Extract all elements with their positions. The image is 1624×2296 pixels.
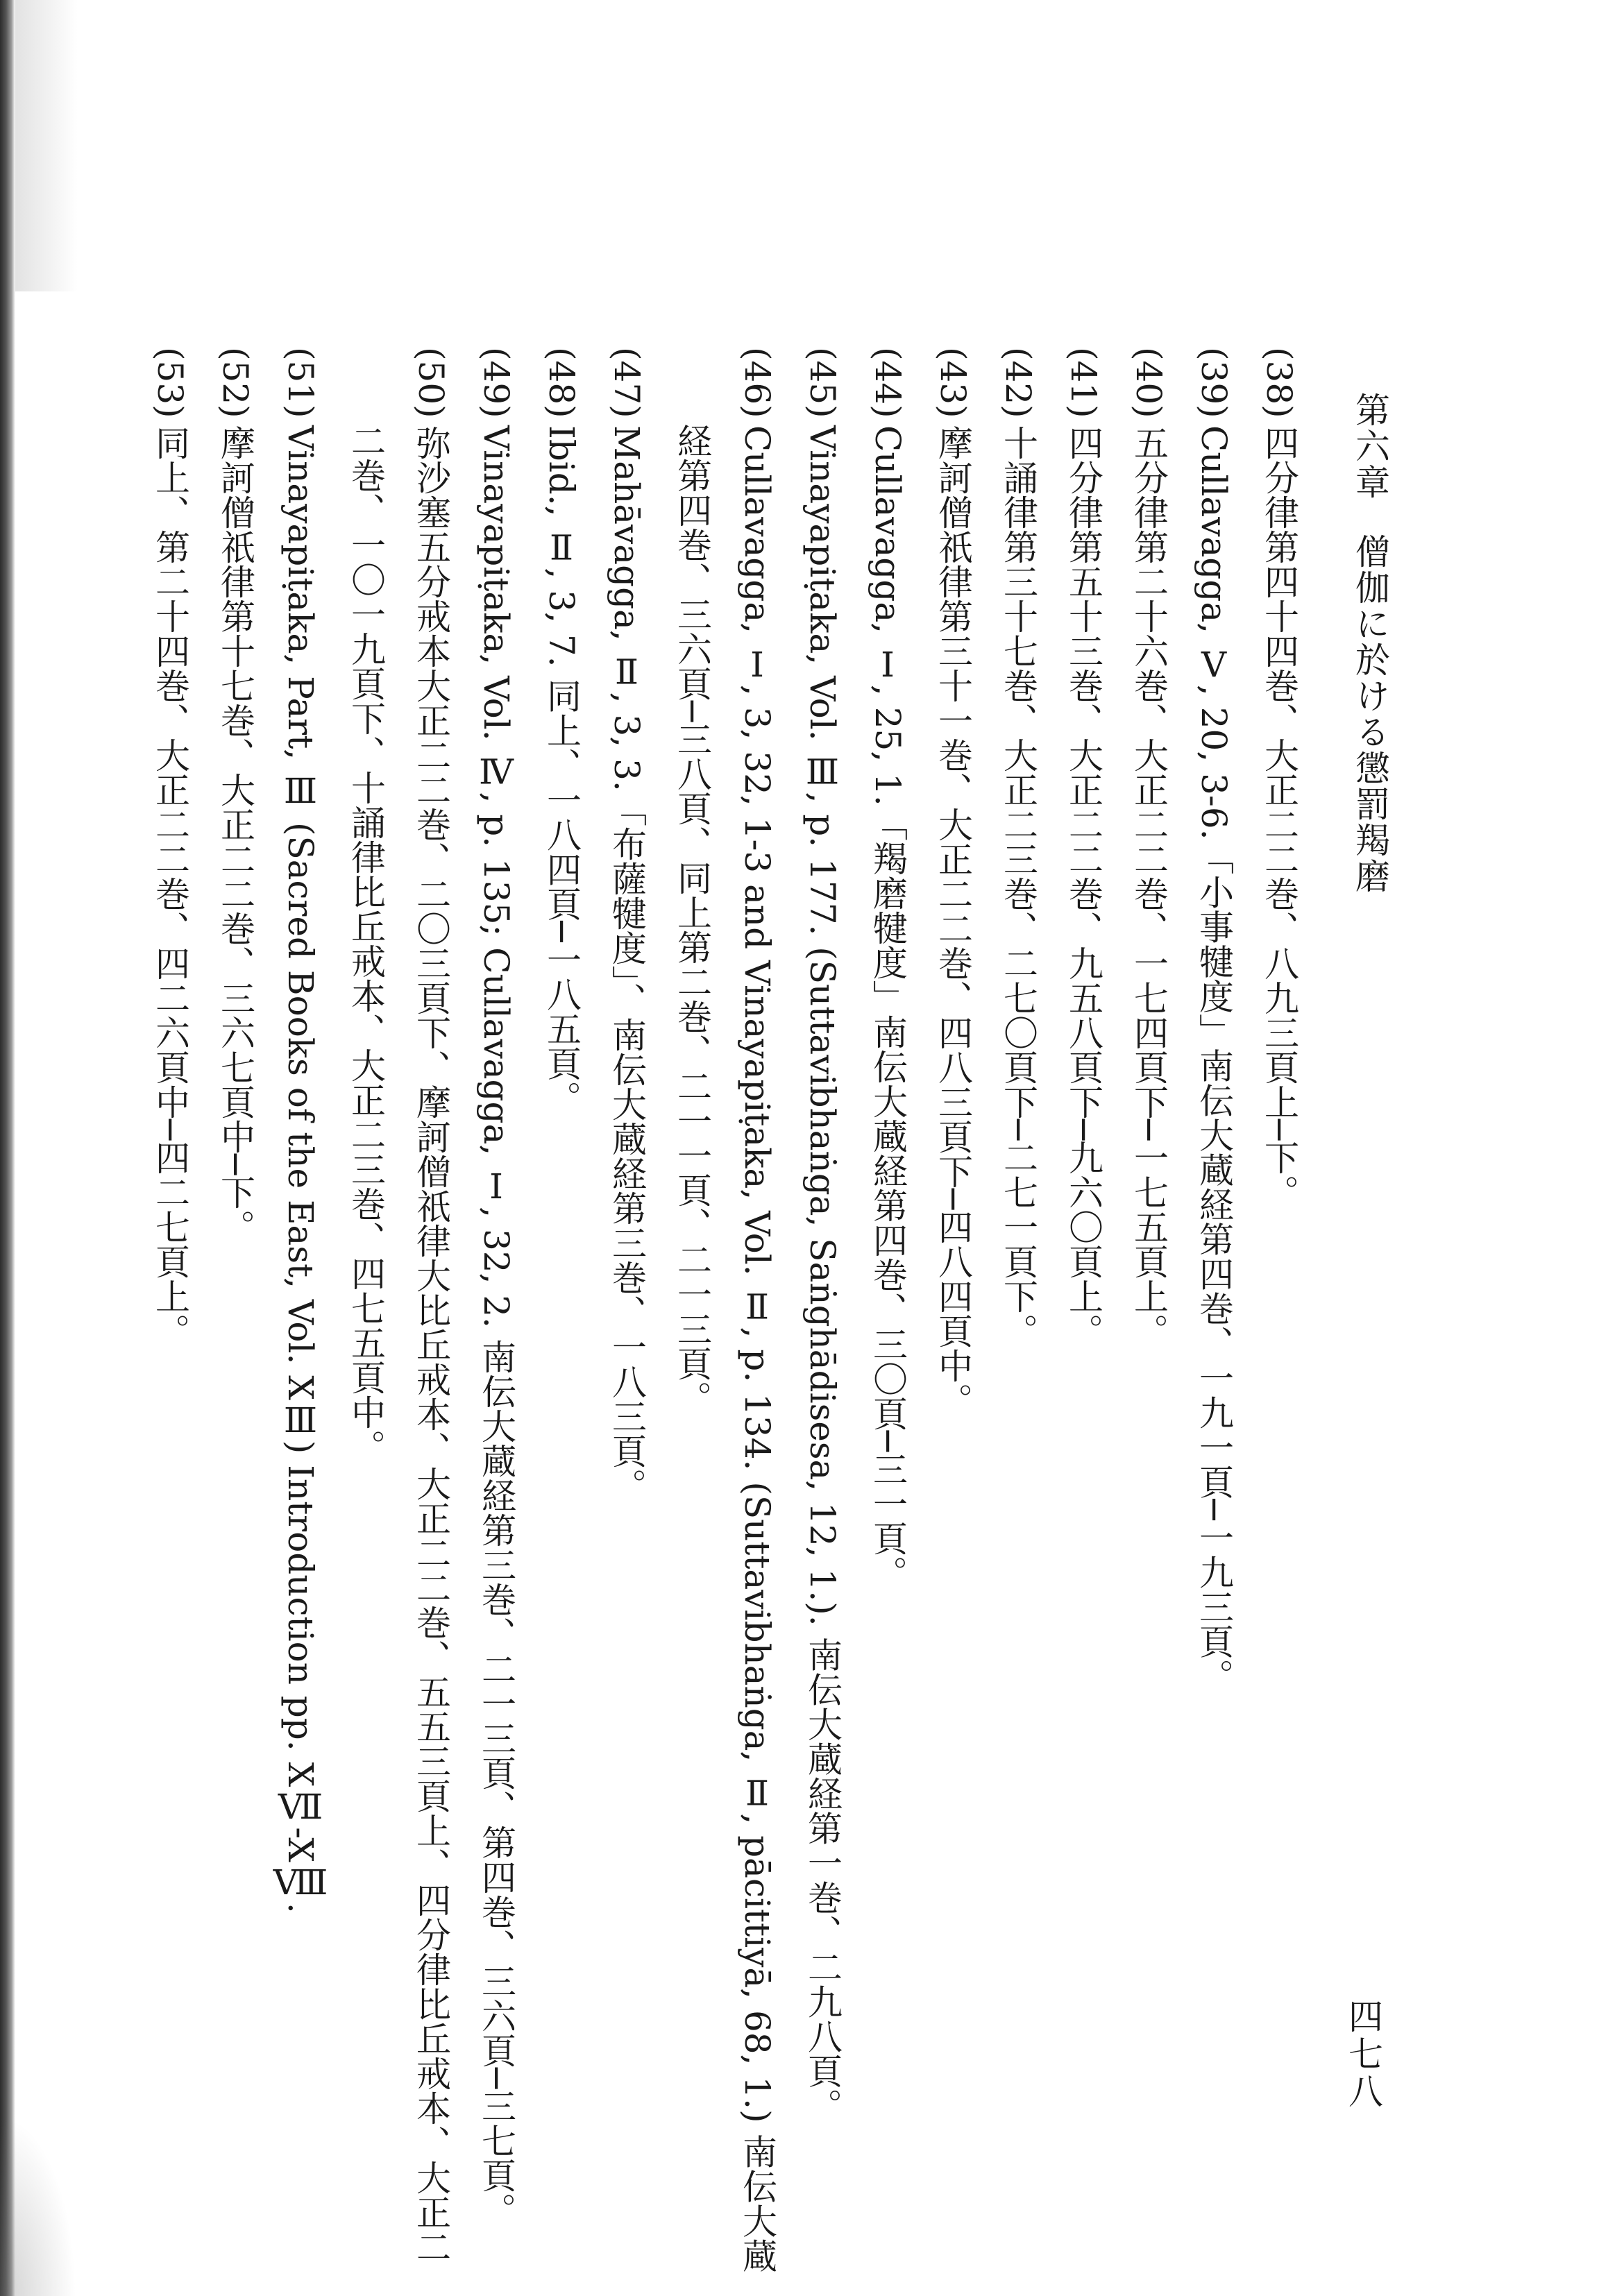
note-number: (51)	[280, 347, 321, 418]
note-46	[725, 347, 790, 2273]
note-50	[398, 347, 464, 2262]
note-text: Cullavagga, Ⅴ, 20, 3-6.「小事犍度」南伝大蔵経第四巻、一九一頁─一九三頁。	[1194, 425, 1234, 1694]
note-text: 二巻、一〇一九頁下、十誦律比丘戒本、大正二三巻、四七五頁中。	[346, 423, 386, 1464]
note-text: Mahāvagga, Ⅱ, 3, 3.「布薩犍度」、南伝大蔵経第三巻、一八三頁。	[607, 425, 647, 1503]
note-number: (52)	[215, 347, 255, 418]
note-40	[1116, 347, 1181, 2262]
note-47	[594, 347, 659, 2262]
note-number: (40)	[1128, 347, 1169, 418]
note-text: 弥沙塞五分戒本大正二二巻、二〇三頁下、摩訶僧祇律大比丘戒本、大正二二巻、五五三頁上、四分律比丘戒本、大正二	[411, 425, 451, 2264]
note-46-continued	[659, 347, 725, 2262]
note-text: 経第四巻、三六頁─三八頁、同上第二巻、二一一頁、二一三頁。	[672, 423, 712, 1416]
note-number: (46)	[737, 347, 777, 418]
note-number: (43)	[933, 347, 973, 418]
notes-list	[137, 347, 1312, 2273]
note-50-continued	[333, 347, 398, 2262]
note-text: 五分律第二十六巻、大正二二巻、一七四頁下─一七五頁上。	[1128, 425, 1169, 1348]
note-text: Ibid., Ⅱ, 3, 7. 同上、一八四頁─一八五頁。	[541, 425, 582, 1116]
note-text: 四分律第四十四巻、大正二二巻、八九三頁上─下。	[1259, 425, 1299, 1209]
chapter-title: 僧伽に於ける懲罰羯磨	[1350, 534, 1390, 894]
note-number: (41)	[1063, 347, 1103, 418]
note-43	[920, 347, 986, 2262]
note-text: 同上、第二十四巻、大正二二巻、四二六頁中─四二七頁上。	[150, 425, 190, 1348]
note-text: Vinayapiṭaka, Vol. Ⅳ, p. 135; Cullavagga, Ⅰ, 32, 2. 南伝大蔵経第三巻、二一三頁、第四巻、三六頁─三七頁。	[476, 425, 516, 2227]
note-number: (47)	[607, 347, 647, 418]
note-number: (45)	[802, 347, 843, 418]
note-text: 摩訶僧祇律第十七巻、大正二二巻、三六七頁中─下。	[215, 425, 255, 1244]
note-44	[855, 347, 920, 2262]
chapter-number: 第六章	[1350, 392, 1390, 500]
note-text: Vinayapiṭaka, Part, Ⅲ (Sacred Books of the East, Vol. XⅢ) Introduction pp. XⅦ-XⅧ.	[280, 425, 321, 1914]
note-52	[203, 347, 268, 2262]
note-38	[1246, 347, 1312, 2262]
note-41	[1051, 347, 1116, 2262]
note-text: 摩訶僧祇律第三十一巻、大正二二巻、四八三頁下─四八四頁中。	[933, 425, 973, 1418]
note-48	[529, 347, 594, 2262]
note-number: (49)	[476, 347, 516, 418]
note-number: (39)	[1194, 347, 1234, 418]
note-text: Vinayapiṭaka, Vol. Ⅲ, p. 177. (Suttavibhaṅga, Saṅghādisesa, 12, 1.). 南伝大蔵経第一巻、二九八頁。	[802, 425, 843, 2123]
page-number: 四七八	[1343, 1998, 1383, 2111]
note-number: (53)	[150, 347, 190, 418]
note-number: (44)	[868, 347, 908, 418]
note-42	[986, 347, 1051, 2262]
note-text: 十誦律第三十七巻、大正二三巻、二七〇頁下─二七一頁下。	[998, 425, 1038, 1348]
note-39	[1181, 347, 1246, 2262]
note-45	[790, 347, 855, 2262]
scan-edge-shadow	[0, 0, 15, 2296]
scan-corner-shading	[0, 2116, 76, 2296]
note-49	[464, 347, 529, 2262]
note-53	[137, 347, 203, 2262]
note-51	[268, 347, 333, 2262]
note-text: Cullavagga, Ⅰ, 25, 1.「羯磨犍度」南伝大蔵経第四巻、三〇頁─三一頁。	[868, 425, 908, 1590]
chapter-heading	[1345, 392, 1395, 894]
note-number: (48)	[541, 347, 582, 418]
scan-edge-shading	[15, 0, 78, 291]
note-number: (38)	[1259, 347, 1299, 418]
note-text: 四分律第五十三巻、大正二二巻、九五八頁下─九六〇頁上。	[1063, 425, 1103, 1348]
note-number: (50)	[411, 347, 451, 418]
note-text: Cullavagga, Ⅰ, 3, 32, 1-3 and Vinayapiṭaka, Vol. Ⅱ, p. 134. (Suttavibhaṅga, Ⅱ, pācittiyā, 68, 1.) 南伝大蔵	[737, 425, 777, 2273]
note-number: (42)	[998, 347, 1038, 418]
